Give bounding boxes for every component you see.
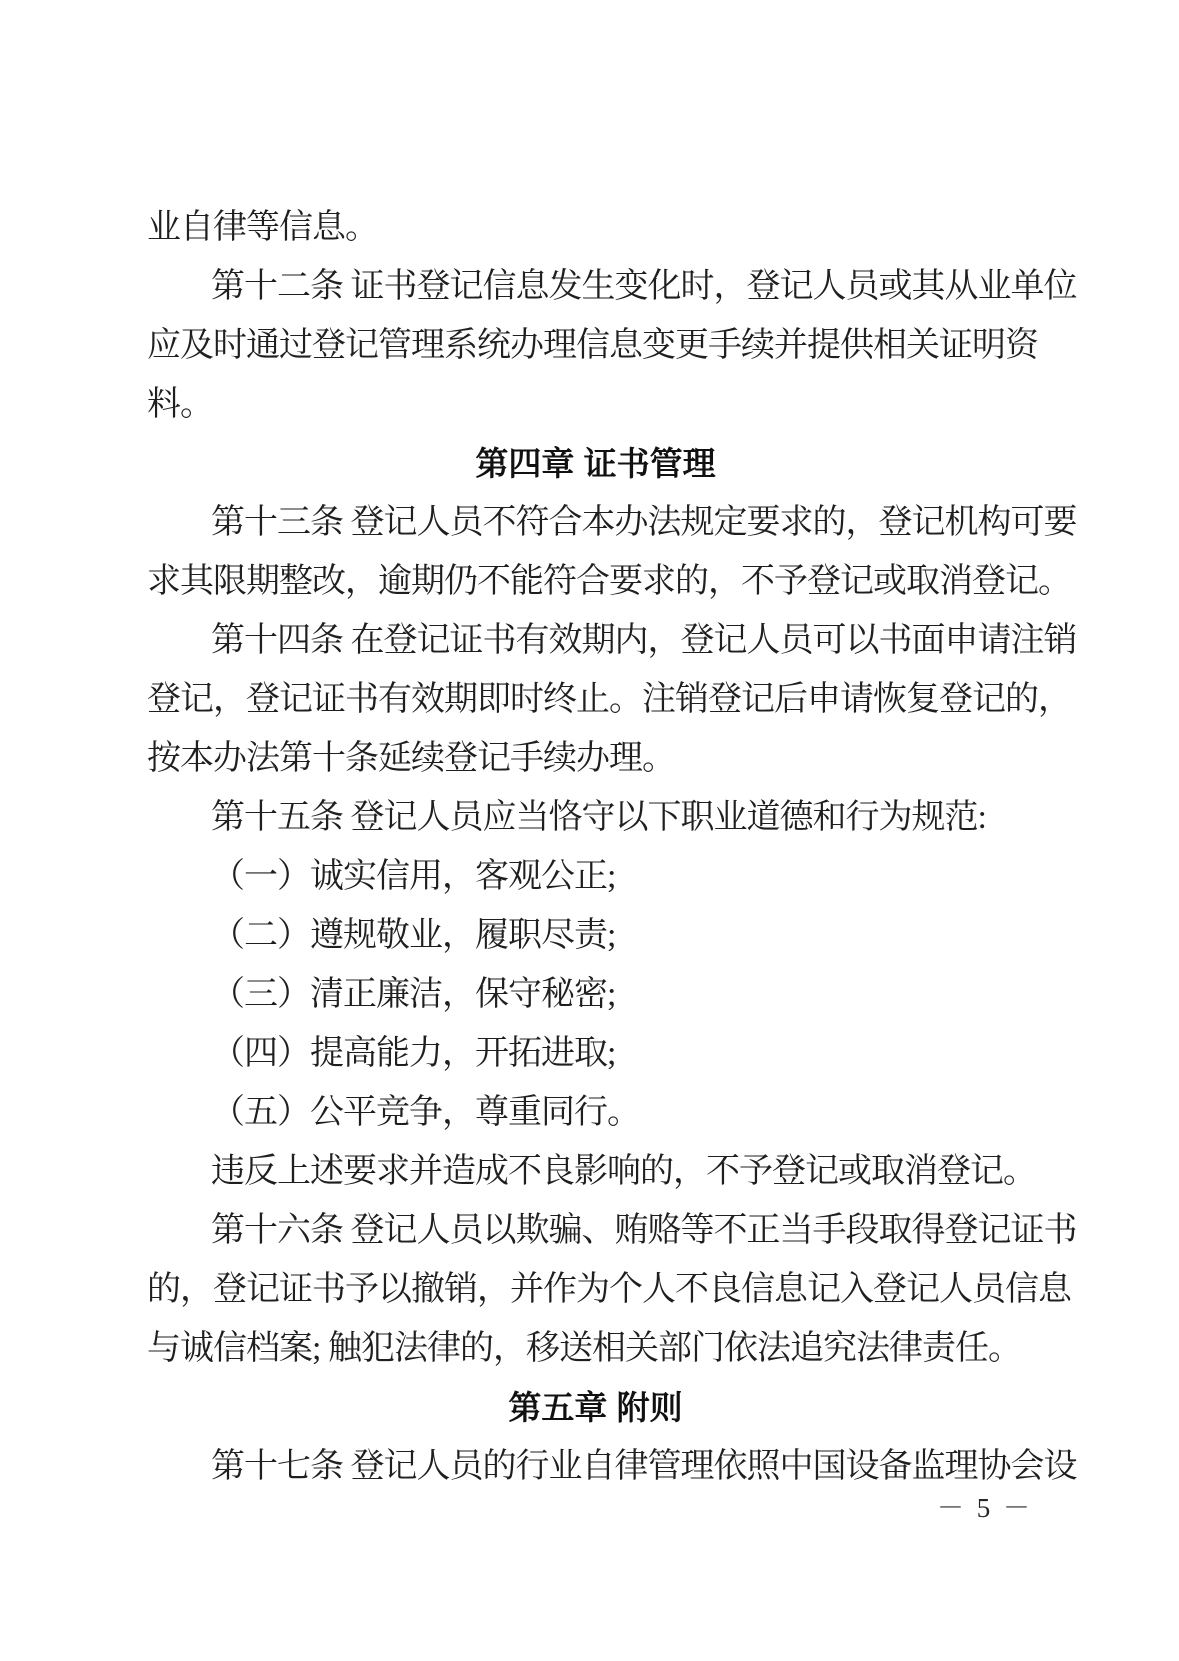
- text-line: 按本办法第十条延续登记手续办理。: [147, 740, 675, 777]
- text-line: 应及时通过登记管理系统办理信息变更手续并提供相关证明资: [147, 327, 1038, 364]
- text-line: 登记，登记证书有效期即时终止。注销登记后申请恢复登记的，: [147, 681, 1071, 718]
- article-14-line: 第十四条 在登记证书有效期内，登记人员可以书面申请注销: [211, 622, 1077, 659]
- list-item-5: （五）公平竞争，尊重同行。: [211, 1094, 640, 1131]
- text-line: 业自律等信息。: [147, 209, 378, 246]
- list-item-4: （四）提高能力，开拓进取;: [211, 1035, 616, 1072]
- document-content: [147, 198, 1077, 1496]
- text-line: 的，登记证书予以撤销，并作为个人不良信息记入登记人员信息: [147, 1271, 1071, 1308]
- article-17-line: 第十七条 登记人员的行业自律管理依照中国设备监理协会设: [211, 1448, 1077, 1485]
- text-line: 与诚信档案; 触犯法律的，移送相关部门依法追究法律责任。: [147, 1330, 1021, 1367]
- text-line: 求其限期整改，逾期仍不能符合要求的，不予登记或取消登记。: [147, 563, 1071, 600]
- chapter-4-heading: 第四章 证书管理: [475, 445, 716, 482]
- text-line: 料。: [147, 386, 213, 423]
- article-15-line: 第十五条 登记人员应当恪守以下职业道德和行为规范:: [211, 799, 986, 836]
- list-item-3: （三）清正廉洁，保守秘密;: [211, 976, 616, 1013]
- page-number: － 5 －: [937, 1493, 1033, 1523]
- list-item-1: （一）诚实信用，客观公正;: [211, 858, 616, 895]
- list-item-2: （二）遵规敬业，履职尽责;: [211, 917, 616, 954]
- chapter-5-heading: 第五章 附则: [508, 1389, 683, 1426]
- article-16-line: 第十六条 登记人员以欺骗、贿赂等不正当手段取得登记证书: [211, 1212, 1077, 1249]
- article-13-line: 第十三条 登记人员不符合本办法规定要求的，登记机构可要: [211, 504, 1077, 541]
- article-12-line: 第十二条 证书登记信息发生变化时，登记人员或其从业单位: [211, 268, 1077, 305]
- text-line: 违反上述要求并造成不良影响的，不予登记或取消登记。: [211, 1153, 1036, 1190]
